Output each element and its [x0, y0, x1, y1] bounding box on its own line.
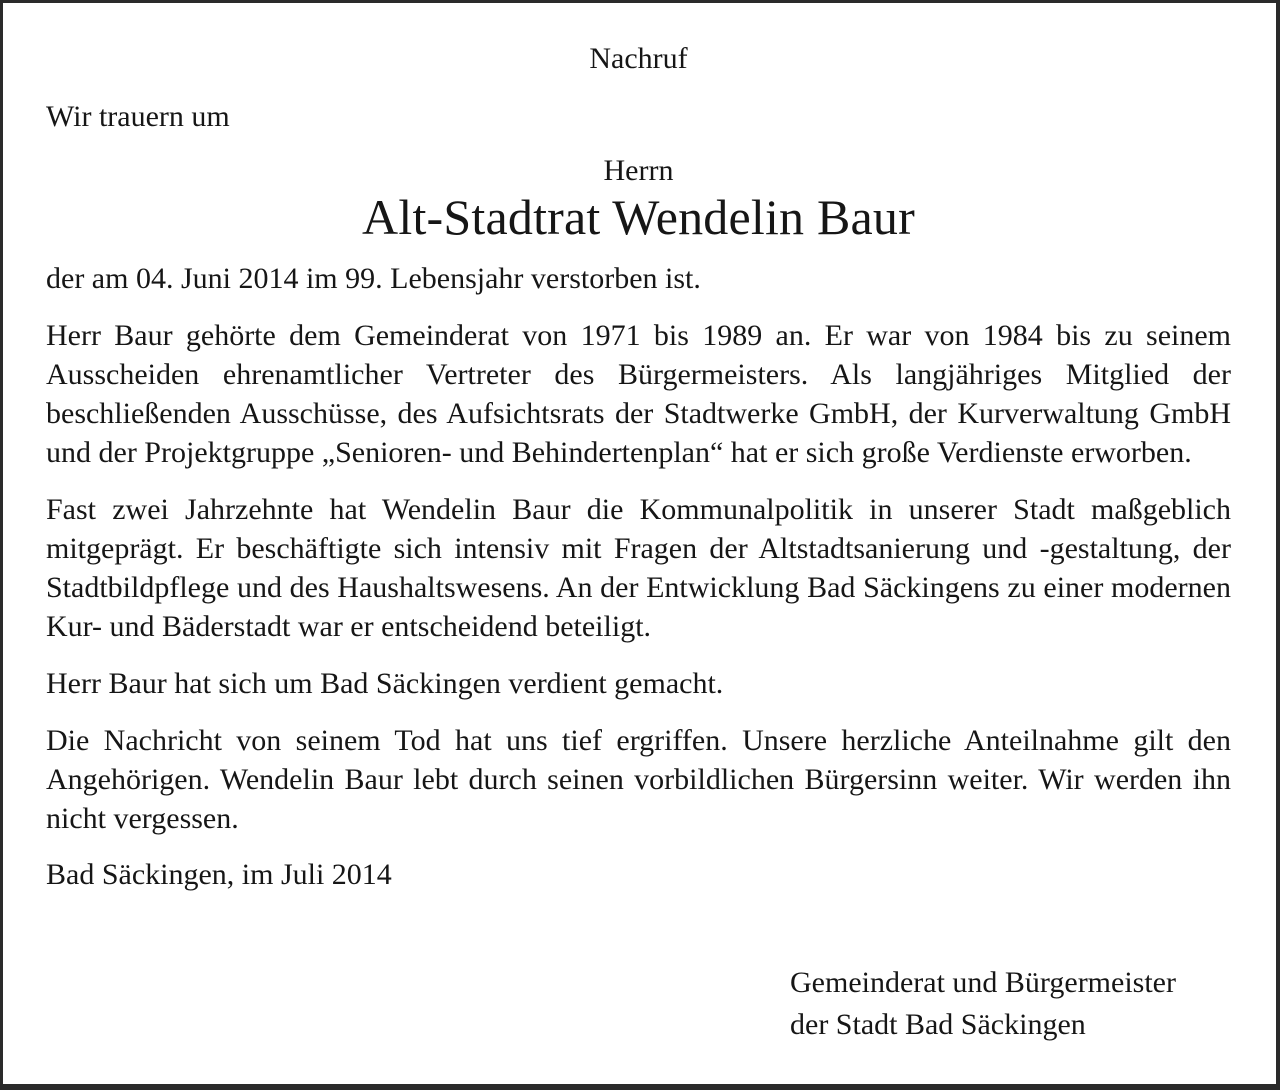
signature-line-1: Gemeinderat und Bürgermeister — [790, 966, 1176, 999]
paragraph-politics: Fast zwei Jahrzehnte hat Wendelin Baur die Kommunalpolitik in unserer Stadt maßgeblich mitgeprägt. Er beschäftigte sich intensiv mit Fragen der Altstadtsanierung und -gestaltung, der Stadtbildpflege und des Haushaltswesens. An der Entwicklung Bad Säckingens zu einer modernen Kur- und Bäderstadt war er entscheidend beteiligt. — [46, 493, 1231, 643]
obituary-notice — [46, 40, 1231, 894]
notice-title: Nachruf — [589, 42, 688, 75]
paragraph-merit: Herr Baur hat sich um Bad Säckingen verdient gemacht. — [46, 667, 724, 700]
paragraph-condolence: Die Nachricht von seinem Tod hat uns tief ergriffen. Unsere herzliche Anteilnahme gilt den Angehörigen. Wendelin Baur lebt durch seinen vorbildlichen Bürgersinn weiter. Wir werden ihn nicht vergessen. — [46, 724, 1231, 835]
deceased-name: Alt-Stadtrat Wendelin Baur — [362, 189, 915, 245]
signature-block — [790, 962, 1176, 1046]
salutation: Herrn — [603, 154, 674, 187]
signature-line-2: der Stadt Bad Säckingen — [790, 1008, 1086, 1041]
paragraph-career: Herr Baur gehörte dem Gemeinderat von 1971 bis 1989 an. Er war von 1984 bis zu seinem Ausscheiden ehrenamtlicher Vertreter des Bürgermeisters. Als langjähriges Mitglied der beschließenden Ausschüsse, des Aufsichtsrats der Stadtwerke GmbH, der Kurverwaltung GmbH und der Projektgruppe „Senioren- und Behindertenplan“ hat er sich große Verdienste erworben. — [46, 319, 1231, 469]
intro-line: Wir trauern um — [46, 100, 230, 133]
place-date: Bad Säckingen, im Juli 2014 — [46, 858, 392, 891]
death-line: der am 04. Juni 2014 im 99. Lebensjahr verstorben ist. — [46, 262, 701, 295]
